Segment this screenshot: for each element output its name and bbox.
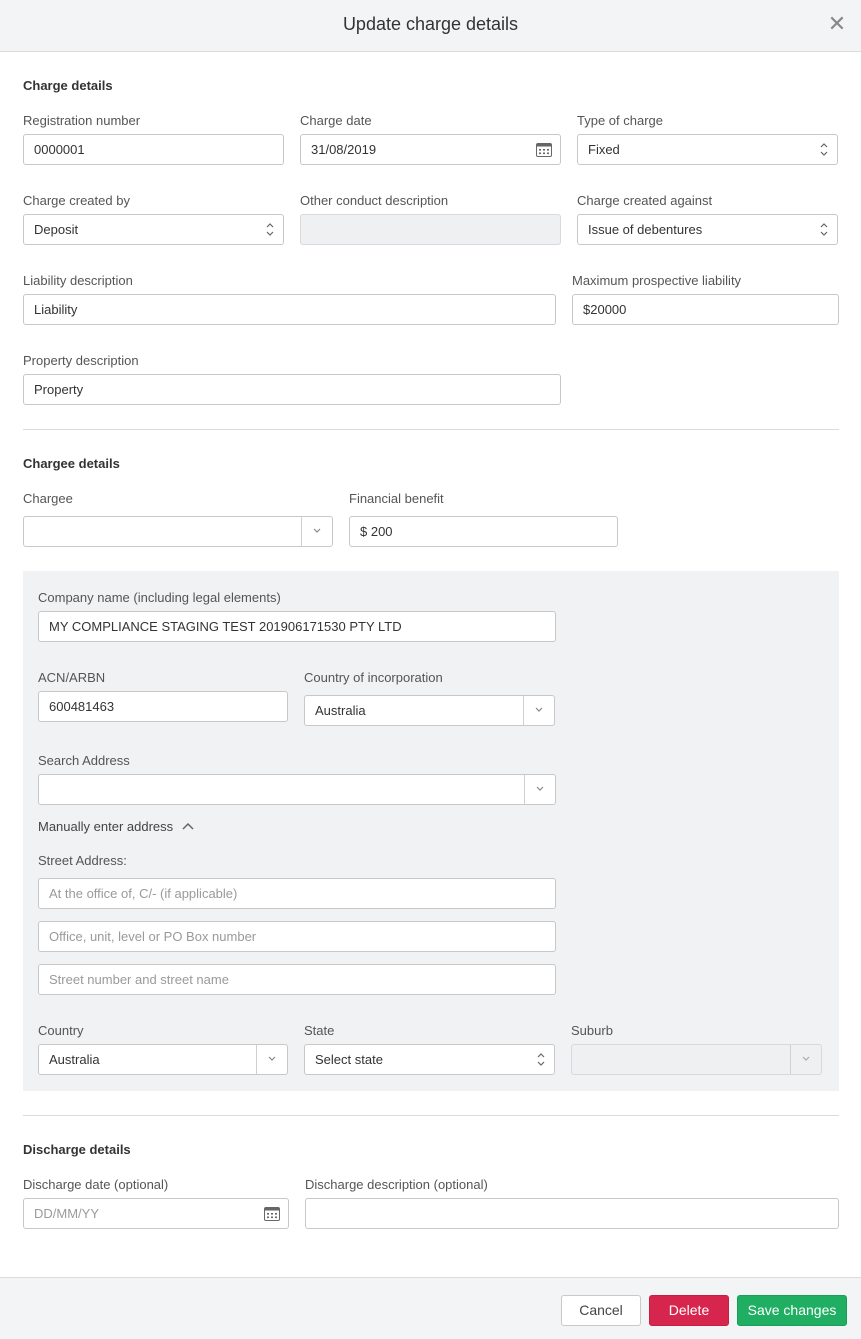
delete-button[interactable]: Delete [649, 1295, 729, 1326]
liability-description-label: Liability description [23, 273, 133, 288]
liability-description-input[interactable] [23, 294, 556, 325]
charge-date-input[interactable] [300, 134, 561, 165]
country-of-incorporation-label: Country of incorporation [304, 670, 443, 685]
section-divider [23, 429, 839, 430]
chevron-up-icon [181, 821, 195, 831]
chevron-down-icon[interactable] [523, 696, 554, 725]
charge-created-by-value: Deposit [34, 222, 79, 237]
maximum-prospective-liability-value: $20000 [583, 302, 627, 317]
state-label: State [304, 1023, 335, 1038]
other-conduct-description-label: Other conduct description [300, 193, 449, 208]
country-of-incorporation-combobox[interactable] [304, 695, 555, 726]
property-description-label: Property description [23, 353, 139, 368]
registration-number-value: 0000001 [34, 142, 85, 157]
street-address-label: Street Address: [38, 853, 127, 868]
street-line-3-placeholder: Street number and street name [49, 972, 229, 987]
street-line-2-input[interactable] [38, 921, 556, 952]
suburb-combobox [571, 1044, 822, 1075]
updown-arrows-icon [265, 222, 275, 237]
updown-arrows-icon [536, 1052, 546, 1067]
state-value: Select state [315, 1052, 383, 1067]
discharge-date-label: Discharge date (optional) [23, 1177, 169, 1192]
chevron-down-icon[interactable] [301, 517, 332, 546]
property-description-input[interactable] [23, 374, 561, 405]
type-of-charge-value: Fixed [588, 142, 620, 157]
state-select[interactable] [304, 1044, 555, 1075]
charge-date-value: 31/08/2019 [311, 142, 377, 157]
other-conduct-description-input [300, 214, 561, 245]
maximum-prospective-liability-label: Maximum prospective liability [572, 273, 742, 288]
maximum-prospective-liability-input[interactable] [572, 294, 839, 325]
search-address-combobox[interactable] [38, 774, 556, 805]
close-icon[interactable]: ✕ [827, 11, 847, 36]
country-of-incorporation-value: Australia [315, 703, 366, 718]
dialog-header [0, 0, 861, 52]
dialog-title: Update charge details [342, 14, 519, 34]
liability-description-value: Liability [34, 302, 78, 317]
chargee-label: Chargee [23, 491, 73, 506]
discharge-date-placeholder: DD/MM/YY [34, 1206, 99, 1221]
country-value: Australia [49, 1052, 100, 1067]
charge-created-against-value: Issue of debentures [588, 222, 703, 237]
street-line-1-input[interactable] [38, 878, 556, 909]
cancel-button[interactable]: Cancel [561, 1295, 641, 1326]
discharge-date-input[interactable] [23, 1198, 289, 1229]
discharge-description-label: Discharge description (optional) [305, 1177, 488, 1192]
manual-address-toggle-label: Manually enter address [38, 819, 174, 834]
charge-created-by-label: Charge created by [23, 193, 130, 208]
registration-number-input[interactable] [23, 134, 284, 165]
updown-arrows-icon [819, 222, 829, 237]
company-name-input[interactable] [38, 611, 556, 642]
charge-created-against-select[interactable] [577, 214, 838, 245]
type-of-charge-select[interactable] [577, 134, 838, 165]
section-title-chargee-details: Chargee details [23, 456, 120, 471]
country-combobox[interactable] [38, 1044, 288, 1075]
company-name-value: MY COMPLIANCE STAGING TEST 201906171530 PTY LTD [49, 619, 402, 634]
company-name-label: Company name (including legal elements) [38, 590, 281, 605]
updown-arrows-icon [819, 142, 829, 157]
chevron-down-icon [790, 1045, 821, 1074]
charge-created-against-label: Charge created against [577, 193, 713, 208]
manual-address-toggle[interactable] [38, 819, 195, 834]
street-line-1-placeholder: At the office of, C/- (if applicable) [49, 886, 238, 901]
save-changes-button[interactable]: Save changes [737, 1295, 847, 1326]
suburb-label: Suburb [571, 1023, 613, 1038]
section-title-charge-details: Charge details [23, 78, 113, 93]
street-line-2-placeholder: Office, unit, level or PO Box number [49, 929, 257, 944]
property-description-value: Property [34, 382, 84, 397]
chargee-combobox[interactable] [23, 516, 333, 547]
charge-date-label: Charge date [300, 113, 372, 128]
calendar-icon[interactable] [264, 1206, 280, 1221]
calendar-icon[interactable] [536, 142, 552, 157]
chevron-down-icon[interactable] [256, 1045, 287, 1074]
street-line-3-input[interactable] [38, 964, 556, 995]
section-divider [23, 1115, 839, 1116]
section-title-discharge-details: Discharge details [23, 1142, 131, 1157]
discharge-description-input[interactable] [305, 1198, 839, 1229]
financial-benefit-value: $ 200 [360, 524, 393, 539]
search-address-label: Search Address [38, 753, 130, 768]
dialog-footer [0, 1277, 861, 1339]
charge-created-by-select[interactable] [23, 214, 284, 245]
financial-benefit-input[interactable] [349, 516, 618, 547]
chevron-down-icon[interactable] [524, 775, 555, 804]
acn-arbn-label: ACN/ARBN [38, 670, 106, 685]
type-of-charge-label: Type of charge [577, 113, 663, 128]
financial-benefit-label: Financial benefit [349, 491, 444, 506]
acn-arbn-input[interactable] [38, 691, 288, 722]
country-label: Country [38, 1023, 84, 1038]
registration-number-label: Registration number [23, 113, 141, 128]
acn-arbn-value: 600481463 [49, 699, 115, 714]
